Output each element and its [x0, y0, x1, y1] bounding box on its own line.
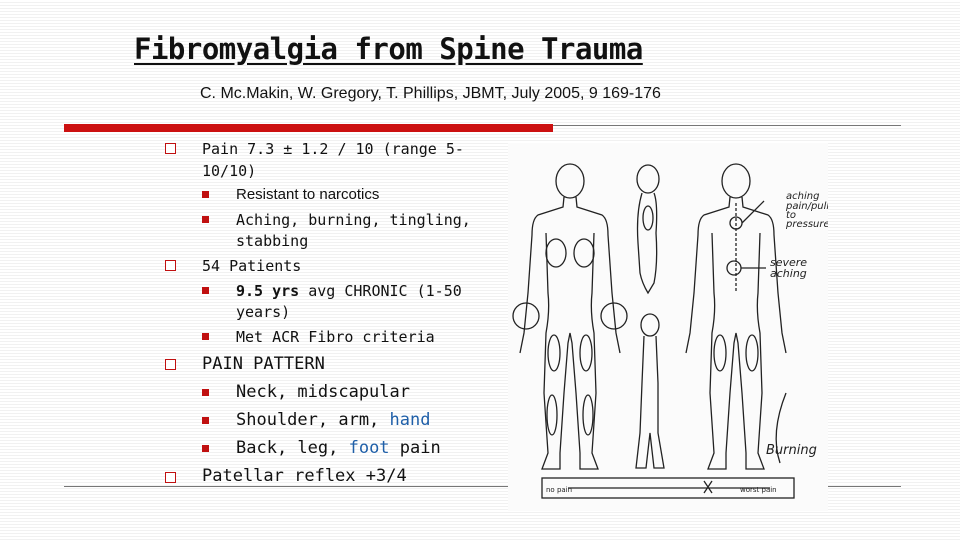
slide-title: Fibromyalgia from Spine Trauma — [134, 32, 643, 66]
annotation-severe: severe — [770, 256, 808, 269]
scale-left-label: no pain — [546, 486, 573, 494]
bullet-pain-score — [202, 138, 464, 160]
annotation-burning: Burning — [766, 443, 817, 458]
bullet-pain-score-line2: 10/10) — [202, 162, 257, 180]
back-body-figure — [686, 164, 786, 469]
bullet-box-4 — [165, 472, 176, 483]
bullet-patellar: Patellar reflex +3/4 — [202, 466, 407, 486]
hand-highlight: hand — [389, 410, 431, 430]
side-body-figure-top — [637, 165, 659, 293]
pain-range-text: (range 5- — [373, 140, 464, 158]
bullet-aching-line2: stabbing — [236, 232, 309, 250]
years-rest: avg CHRONIC (1-50 — [299, 282, 462, 300]
sub-bullet-square — [202, 191, 209, 198]
pain-diagram — [508, 143, 828, 511]
annotation-pain-pull: pain/pull — [786, 201, 828, 212]
sub-bullet-square — [202, 287, 209, 294]
bullet-box-2 — [165, 260, 176, 271]
sub-bullet-square — [202, 445, 209, 452]
shoulder-text: Shoulder, arm, — [236, 410, 390, 430]
bullet-shoulder — [236, 409, 430, 431]
front-body-figure — [513, 164, 627, 469]
bullet-acr: Met ACR Fibro criteria — [236, 328, 435, 346]
sub-bullet-square — [202, 389, 209, 396]
bullet-years-line2: years) — [236, 303, 291, 321]
bullet-years — [236, 280, 462, 302]
bullet-aching-line1: Aching, burning, tingling, — [236, 211, 471, 229]
bullet-box-3 — [165, 359, 176, 370]
body-chart-svg — [508, 143, 828, 511]
pain-text: pain — [389, 438, 441, 458]
annotation-aching: aching — [786, 191, 820, 202]
pain-score-text: Pain 7.3 ± 1.2 / 10 — [202, 140, 374, 158]
bullet-resistant: Resistant to narcotics — [236, 186, 380, 203]
side-body-figure-bottom — [636, 314, 664, 468]
sub-bullet-square — [202, 417, 209, 424]
red-rule — [64, 124, 553, 132]
annotation-to: to — [786, 210, 797, 221]
sub-bullet-square — [202, 333, 209, 340]
scale-right-label: worst pain — [740, 486, 777, 494]
bullet-neck: Neck, midscapular — [236, 382, 410, 402]
bullet-back — [236, 437, 441, 459]
bullet-pain-pattern: PAIN PATTERN — [202, 354, 325, 374]
back-text: Back, leg, — [236, 438, 349, 458]
foot-highlight: foot — [348, 438, 390, 458]
annotation-aching-2: aching — [770, 267, 807, 280]
scale-mark — [704, 481, 712, 493]
gray-rule — [553, 125, 901, 126]
years-bold: 9.5 yrs — [236, 282, 300, 300]
bullet-patients: 54 Patients — [202, 257, 302, 275]
annotation-pressure: pressure — [786, 219, 828, 230]
citation: C. Mc.Makin, W. Gregory, T. Phillips, JBMT, July 2005, 9 169-176 — [200, 85, 661, 102]
bullet-box-1 — [165, 143, 176, 154]
sub-bullet-square — [202, 216, 209, 223]
